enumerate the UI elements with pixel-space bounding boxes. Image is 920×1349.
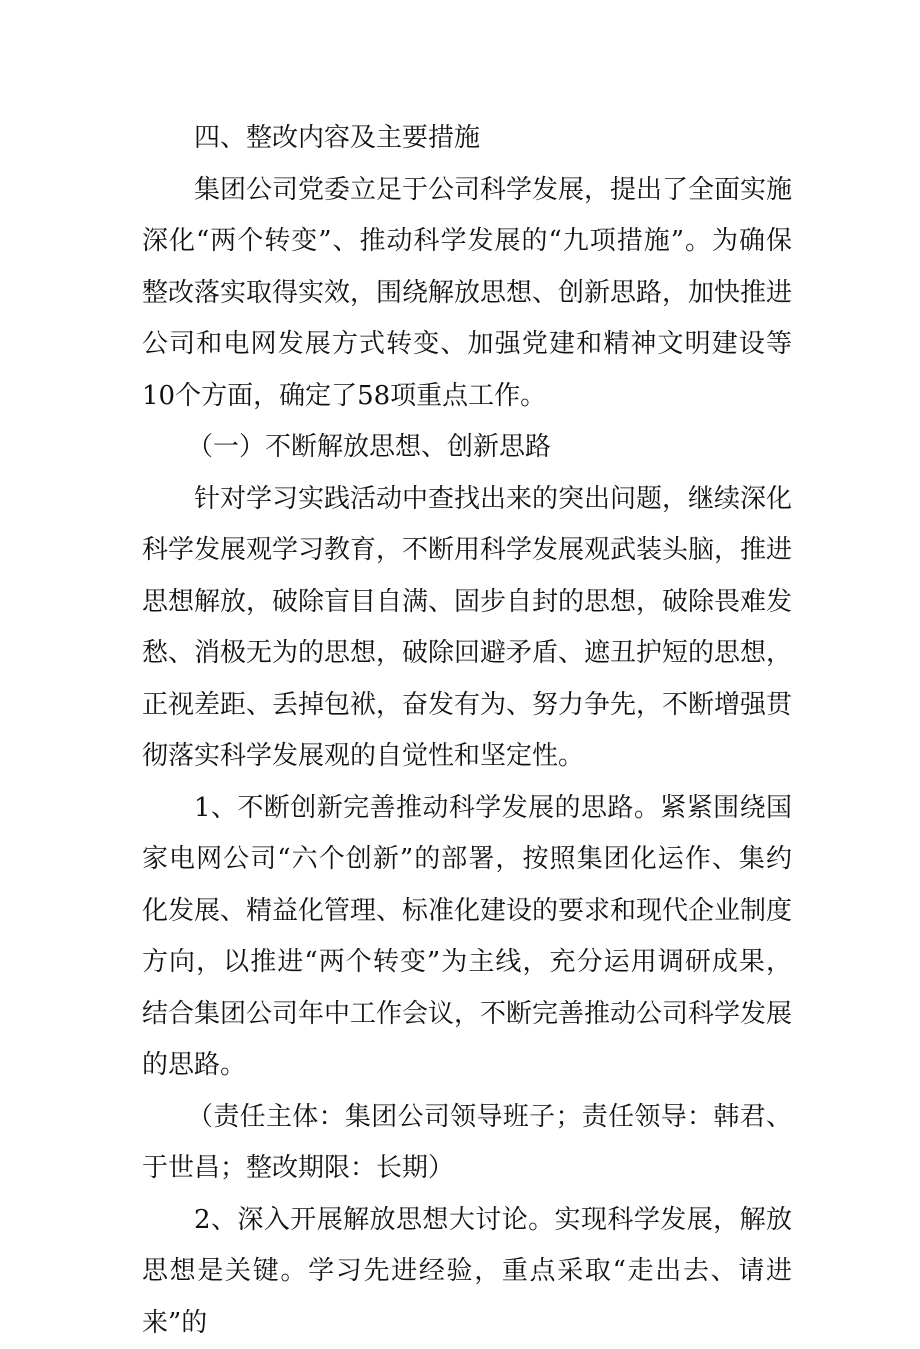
subsection-heading: （一）不断解放思想、创新思路 [142,422,792,474]
item-2-paragraph: 2、深入开展解放思想大讨论。实现科学发展，解放思想是关键。学习先进经验，重点采取“走出去、请进来”的 [142,1195,792,1349]
subsection-paragraph: 针对学习实践活动中查找出来的突出问题，继续深化科学发展观学习教育，不断用科学发展观武装头脑，推进思想解放，破除盲目自满、固步自封的思想，破除畏难发愁、消极无为的思想，破除回避矛盾、遮丑护短的思想，正视差距、丢掉包袱，奋发有为、努力争先，不断增强贯彻落实科学发展观的自觉性和坚定性。 [142,474,792,783]
item-1-paragraph: 1、不断创新完善推动科学发展的思路。紧紧围绕国家电网公司“六个创新”的部署，按照集团化运作、集约化发展、精益化管理、标准化建设的要求和现代企业制度方向，以推进“两个转变”为主线，充分运用调研成果，结合集团公司年中工作会议，不断完善推动公司科学发展的思路。 [142,783,792,1092]
intro-paragraph: 集团公司党委立足于公司科学发展，提出了全面实施深化“两个转变”、推动科学发展的“九项措施”。为确保整改落实取得实效，围绕解放思想、创新思路，加快推进公司和电网发展方式转变、加强党建和精神文明建设等10个方面，确定了58项重点工作。 [142,165,792,423]
section-heading: 四、整改内容及主要措施 [142,113,792,165]
document-body [142,113,792,1349]
item-1-responsibility: （责任主体：集团公司领导班子；责任领导：韩君、于世昌；整改期限：长期） [142,1092,792,1195]
